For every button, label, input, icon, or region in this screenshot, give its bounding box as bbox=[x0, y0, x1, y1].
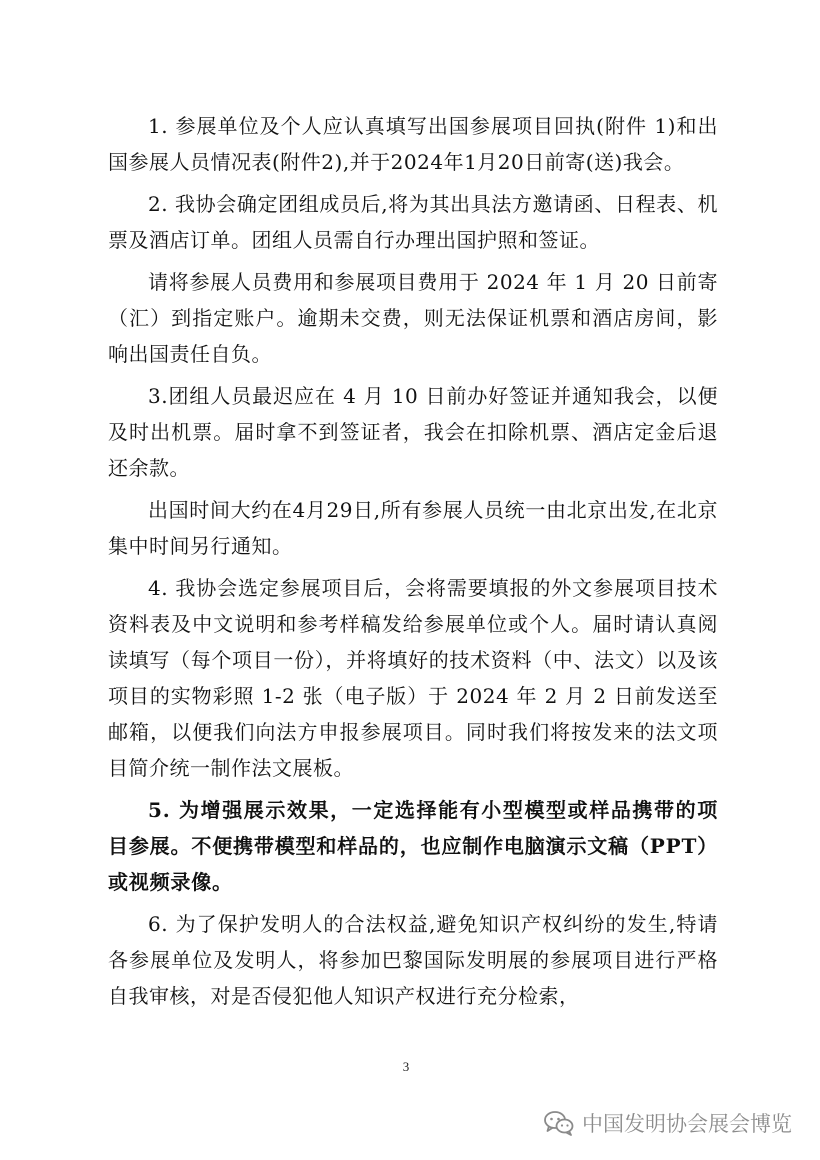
paragraph-4: 3.团组人员最迟应在 4 月 10 日前办好签证并通知我会，以便及时出机票。届时拿不到签证者，我会在扣除机票、酒店定金后退还余款。 bbox=[108, 384, 718, 480]
page-number: 3 bbox=[402, 1059, 410, 1074]
paragraph-5: 出国时间大约在4月29日,所有参展人员统一由北京出发,在北京集中时间另行通知。 bbox=[108, 498, 718, 558]
document-body bbox=[108, 108, 718, 1020]
paragraph-8: 6. 为了保护发明人的合法权益,避免知识产权纠纷的发生,特请各参展单位及发明人，将参加巴黎国际发明展的参展项目进行严格自我审核，对是否侵犯他人知识产权进行充分检索， bbox=[108, 912, 718, 1008]
wechat-icon bbox=[544, 1110, 574, 1136]
watermark-text: 中国发明协会展会博览 bbox=[582, 1112, 792, 1136]
paragraph-1: 1. 参展单位及个人应认真填写出国参展项目回执(附件 1)和出国参展人员情况表(附件2),并于2024年1月20日前寄(送)我会。 bbox=[108, 114, 718, 174]
paragraph-2: 2. 我协会确定团组成员后,将为其出具法方邀请函、日程表、机票及酒店订单。团组人员需自行办理出国护照和签证。 bbox=[108, 192, 718, 252]
paragraph-3: 请将参展人员费用和参展项目费用于 2024 年 1 月 20 日前寄（汇）到指定账户。逾期未交费，则无法保证机票和酒店房间，影响出国责任自负。 bbox=[108, 270, 718, 366]
paragraph-7-bold: 5. 为增强展示效果，一定选择能有小型模型或样品携带的项目参展。不便携带模型和样品的，也应制作电脑演示文稿（PPT）或视频录像。 bbox=[108, 798, 718, 894]
paragraph-6: 4. 我协会选定参展项目后，会将需要填报的外文参展项目技术资料表及中文说明和参考样稿发给参展单位或个人。届时请认真阅读填写（每个项目一份），并将填好的技术资料（中、法文）以及该项目的实物彩照 1-2 张（电子版）于 2024 年 2 月 2 日前发送至邮箱，以便我们向法方申报参展项目。同时我们将按发来的法文项目简介统一制作法文展板。 bbox=[108, 576, 718, 780]
watermark bbox=[544, 1106, 792, 1140]
